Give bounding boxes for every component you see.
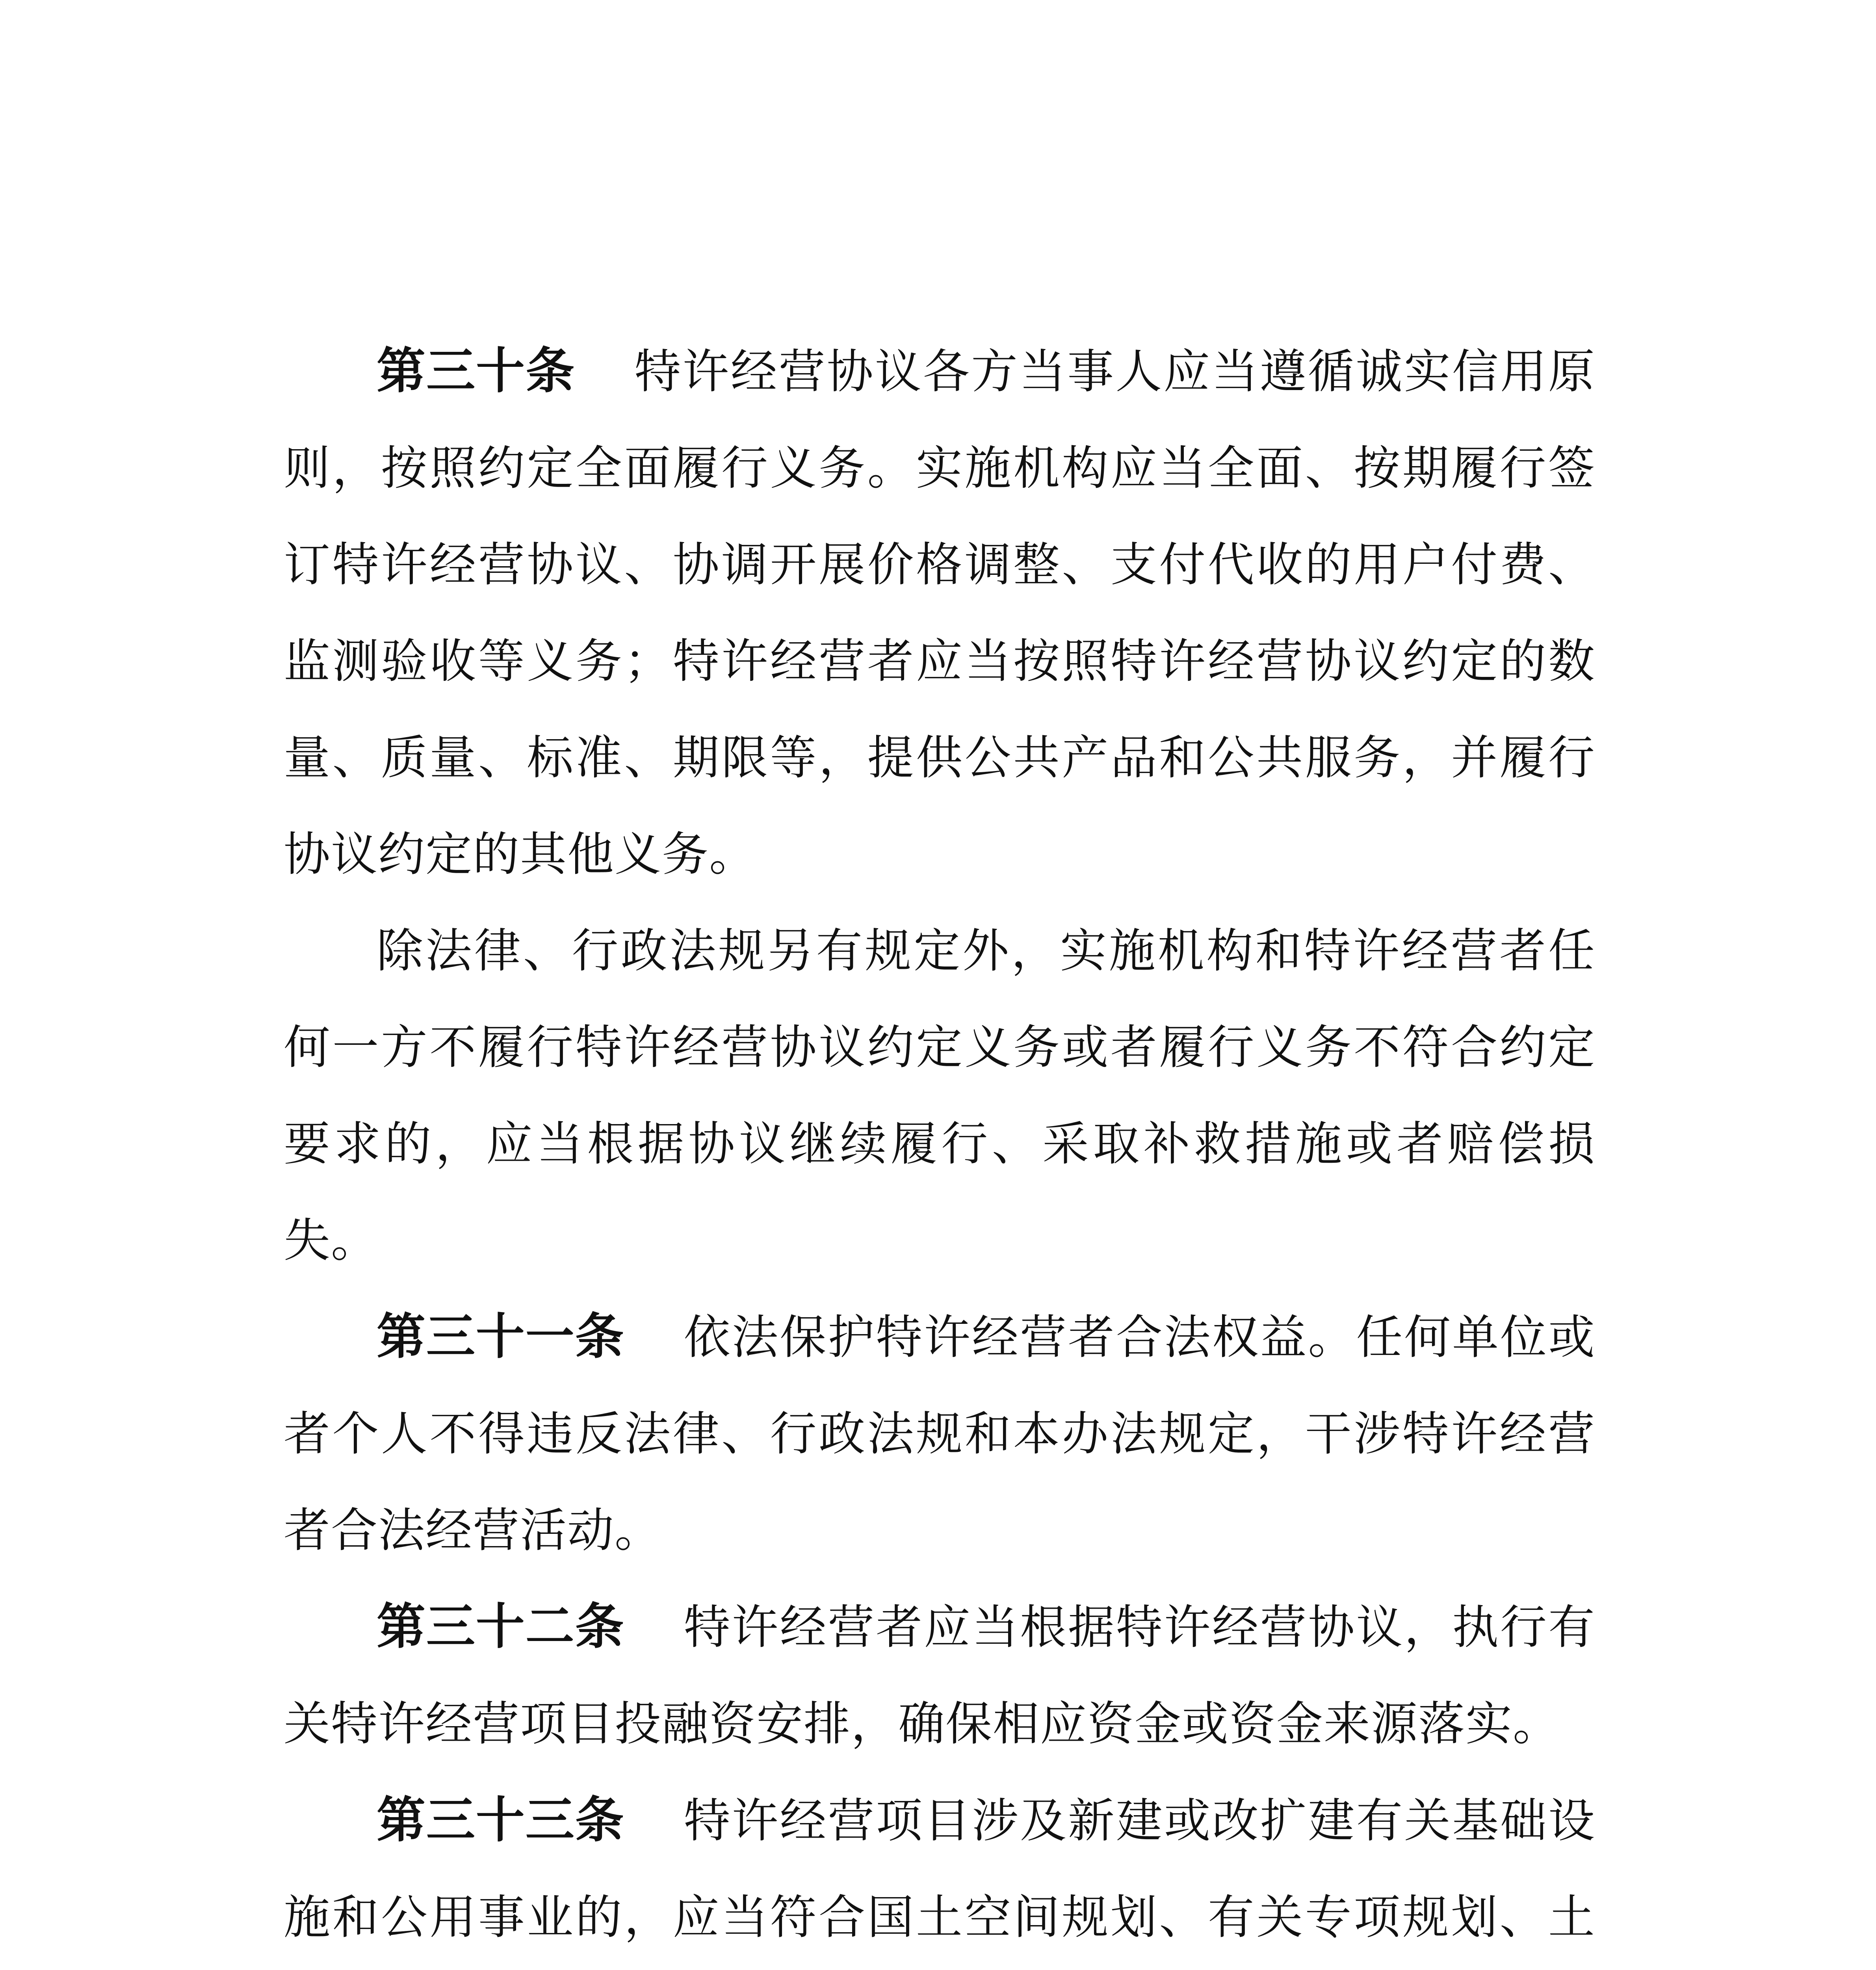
article-31-label: 第三十一条 [377, 1308, 625, 1365]
article-30-second-text: 除法律、行政法规另有规定外，实施机构和特许经营者任何一方不履行特许经营协议约定义务或者履行义务不符合约定要求的，应当根据协议继续履行、采取补救措施或者赔偿损失。 [284, 924, 1596, 1267]
document-body [284, 323, 1596, 1970]
article-33-label: 第三十三条 [377, 1792, 625, 1849]
article-31-text: 依法保护特许经营者合法权益。任何单位或者个人不得违反法律、行政法规和本办法规定，干涉特许经营者合法经营活动。 [284, 1310, 1596, 1557]
article-32-label: 第三十二条 [377, 1598, 625, 1655]
article-33-paragraph [284, 1772, 1596, 1970]
article-30-second-paragraph [284, 903, 1596, 1289]
article-31-paragraph [284, 1289, 1596, 1579]
article-30-label: 第三十条 [377, 343, 576, 400]
article-30-text: 特许经营协议各方当事人应当遵循诚实信用原则，按照约定全面履行义务。实施机构应当全面、按期履行签订特许经营协议、协调开展价格调整、支付代收的用户付费、监测验收等义务；特许经营者应当按照特许经营协议约定的数量、质量、标准、期限等，提供公共产品和公共服务，并履行协议约定的其他义务。 [284, 344, 1596, 881]
article-32-text: 特许经营者应当根据特许经营协议，执行有关特许经营项目投融资安排，确保相应资金或资金来源落实。 [284, 1600, 1596, 1751]
article-33-text: 特许经营项目涉及新建或改扩建有关基础设施和公用事业的，应当符合国土空间规划、有关专项规划、土 [284, 1793, 1596, 1944]
article-30-paragraph [284, 323, 1596, 903]
article-32-paragraph [284, 1579, 1596, 1772]
